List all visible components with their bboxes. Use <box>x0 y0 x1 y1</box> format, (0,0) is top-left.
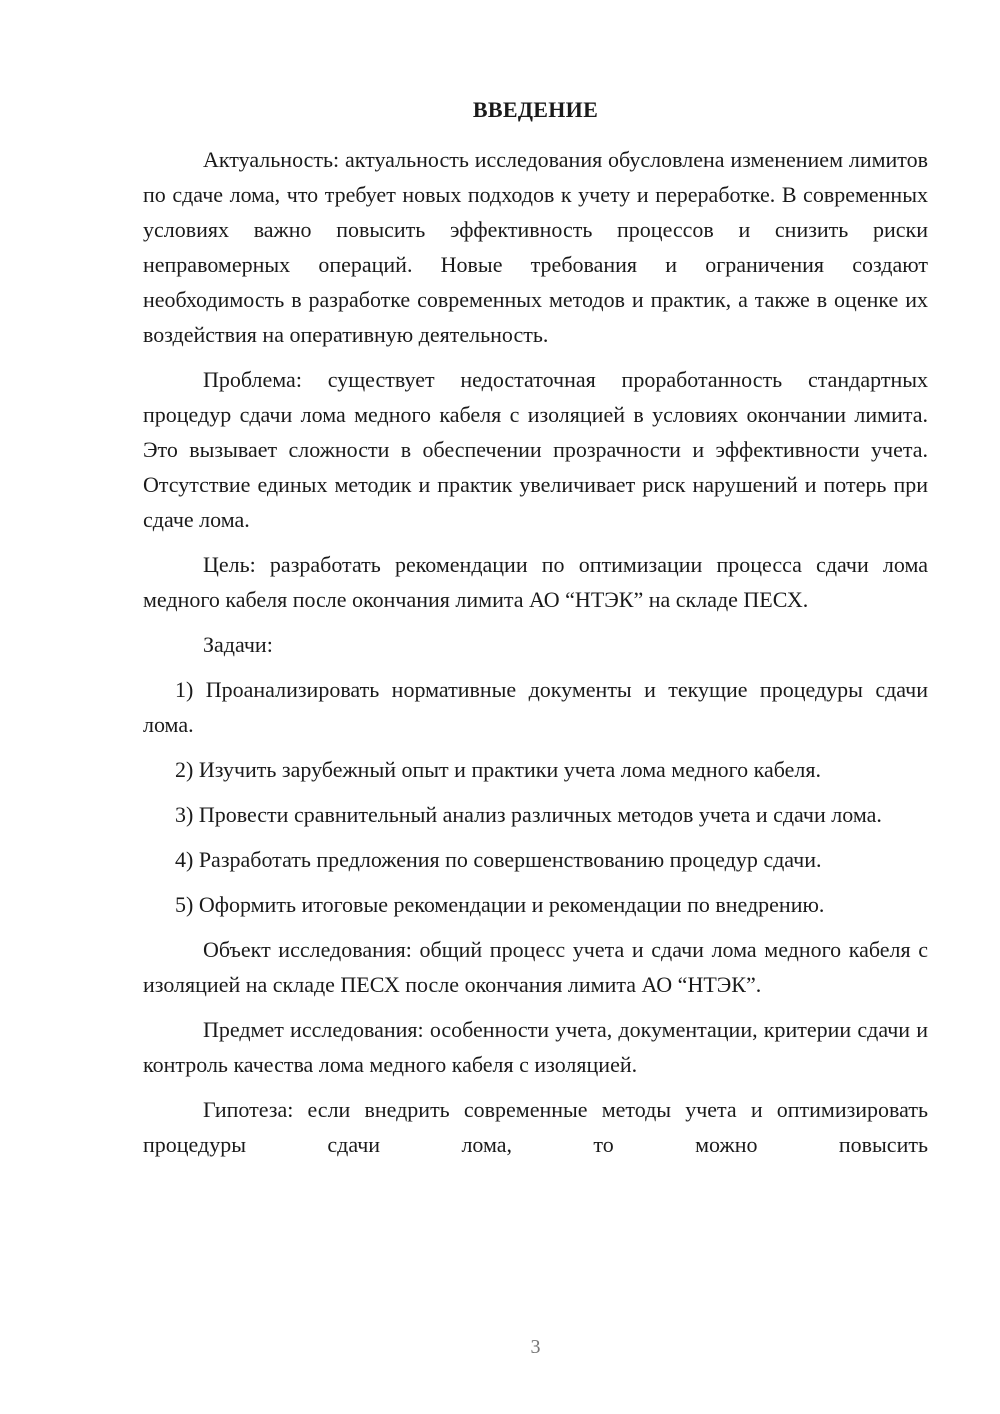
document-body <box>143 142 928 1162</box>
page-number: 3 <box>530 1336 541 1358</box>
task-item-3: 3) Провести сравнительный анализ различных методов учета и сдачи лома. <box>175 802 882 827</box>
paragraph-goal: Цель: разработать рекомендации по оптимизации процесса сдачи лома медного кабеля после окончания лимита АО “НТЭК” на складе ПЕСХ. <box>143 552 928 612</box>
paragraph-hypothesis: Гипотеза: если внедрить современные методы учета и оптимизировать процедуры сдачи лома, то можно повысить <box>143 1097 928 1157</box>
paragraph-subject: Предмет исследования: особенности учета, документации, критерии сдачи и контроль качества лома медного кабеля с изоляцией. <box>143 1017 928 1077</box>
paragraph-tasks-heading: Задачи: <box>203 632 273 657</box>
task-item-2: 2) Изучить зарубежный опыт и практики учета лома медного кабеля. <box>175 757 822 782</box>
paragraph-problem: Проблема: существует недостаточная проработанность стандартных процедур сдачи лома медного кабеля с изоляцией в условиях окончании лимита. Это вызывает сложности в обеспечении прозрачности и эффективности учета. Отсутствие единых методик и практик увеличивает риск нарушений и потерь при сдаче лома. <box>143 367 928 532</box>
task-item-4: 4) Разработать предложения по совершенствованию процедур сдачи. <box>175 847 822 872</box>
task-item-5: 5) Оформить итоговые рекомендации и рекомендации по внедрению. <box>175 892 825 917</box>
task-item-1: 1) Проанализировать нормативные документы и текущие процедуры сдачи лома. <box>143 677 928 737</box>
section-title: ВВЕДЕНИЕ <box>472 97 599 122</box>
paragraph-object: Объект исследования: общий процесс учета и сдачи лома медного кабеля с изоляцией на складе ПЕСХ после окончания лимита АО “НТЭК”. <box>143 937 928 997</box>
document-page <box>143 0 928 1414</box>
paragraph-relevance: Актуальность: актуальность исследования обусловлена изменением лимитов по сдаче лома, что требует новых подходов к учету и переработке. В современных условиях важно повысить эффективность процессов и снизить риски неправомерных операций. Новые требования и ограничения создают необходимость в разработке современных методов и практик, а также в оценке их воздействия на оперативную деятельность. <box>143 147 928 347</box>
